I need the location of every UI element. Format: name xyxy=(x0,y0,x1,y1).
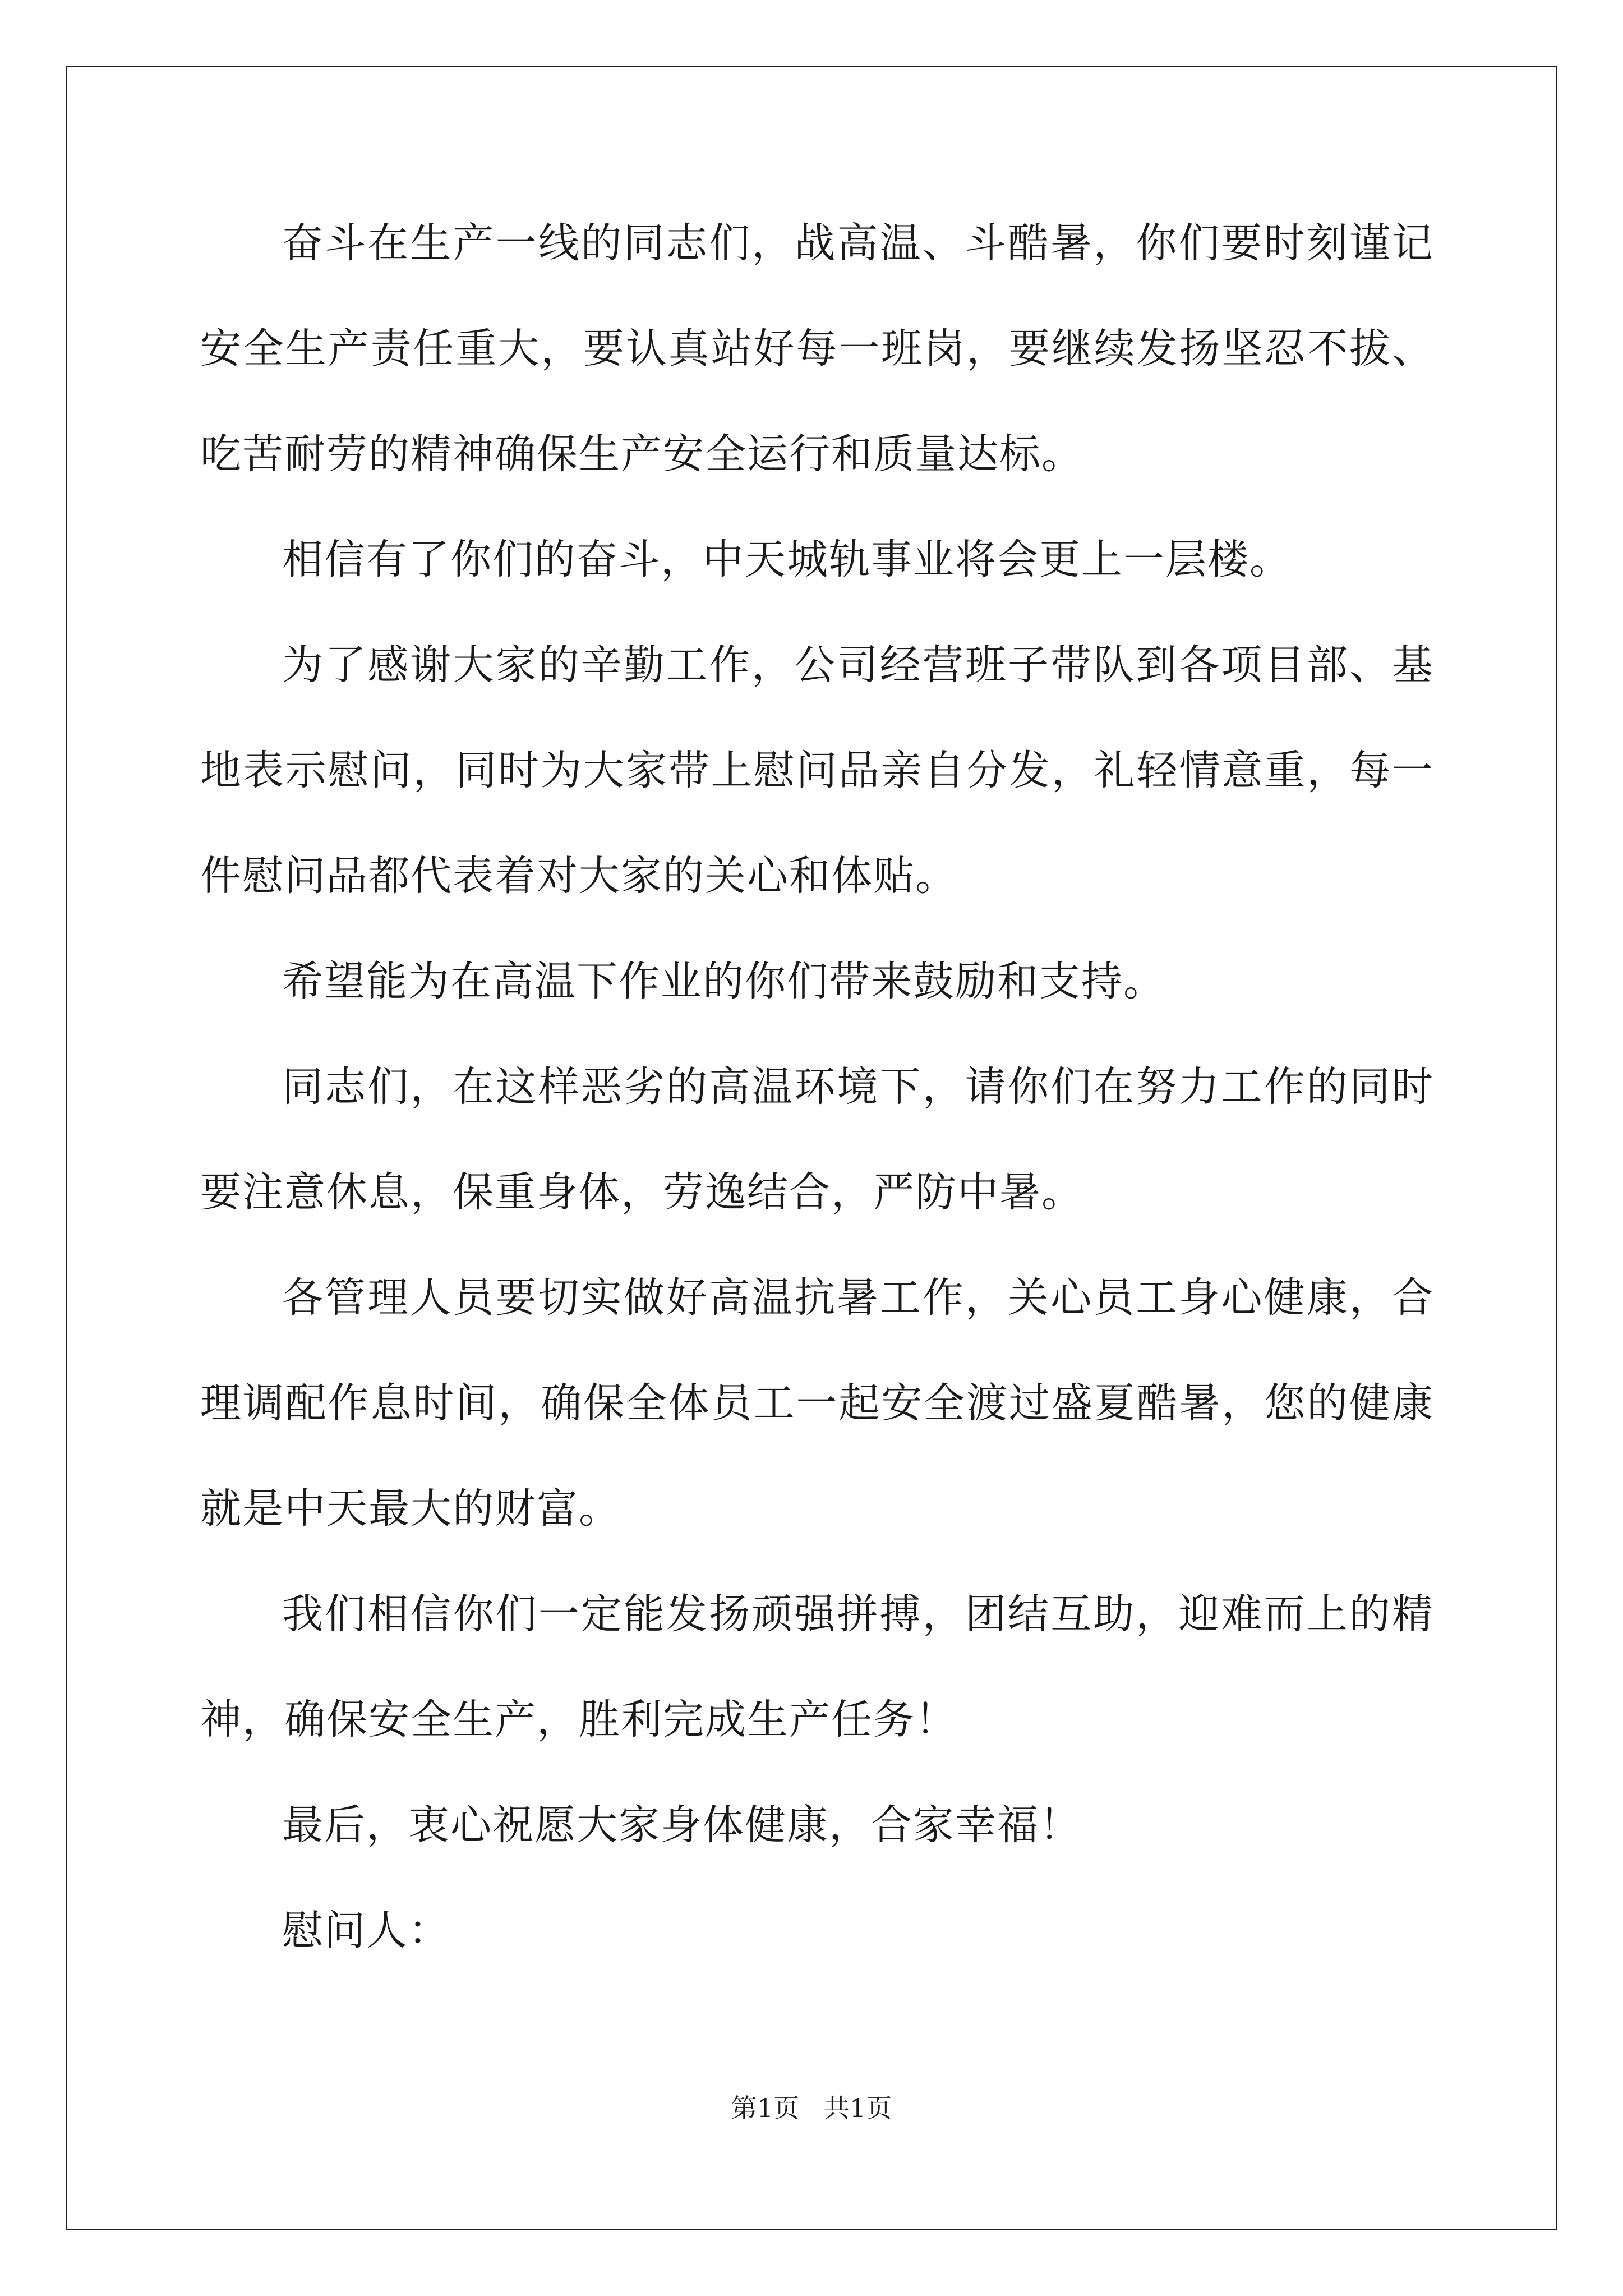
signature-line: 慰问人： xyxy=(282,1907,450,1954)
paragraph-5: 同志们，在这样恶劣的高温环境下，请你们在努力工作的同时要注意休息，保重身体，劳逸结合，严防中暑。 xyxy=(200,1063,1434,1216)
paragraph-7: 我们相信你们一定能发扬顽强拼搏，团结互助，迎难而上的精神，确保安全生产，胜利完成生产任务！ xyxy=(200,1590,1434,1743)
paragraph-6: 各管理人员要切实做好高温抗暑工作，关心员工身心健康，合理调配作息时间，确保全体员工一起安全渡过盛夏酷暑，您的健康就是中天最大的财富。 xyxy=(200,1274,1434,1533)
document-body xyxy=(200,191,1434,1984)
paragraph-1: 奋斗在生产一线的同志们，战高温、斗酷暑，你们要时刻谨记安全生产责任重大，要认真站好每一班岗，要继续发扬坚忍不拔、吃苦耐劳的精神确保生产安全运行和质量达标。 xyxy=(200,219,1434,478)
paragraph-3: 为了感谢大家的辛勤工作，公司经营班子带队到各项目部、基地表示慰问，同时为大家带上慰问品亲自分发，礼轻情意重，每一件慰问品都代表着对大家的关心和体贴。 xyxy=(200,641,1434,900)
paragraph-8: 最后，衷心祝愿大家身体健康，合家幸福！ xyxy=(282,1801,1081,1849)
paragraph-2: 相信有了你们的奋斗，中天城轨事业将会更上一层楼。 xyxy=(282,536,1292,583)
paragraph-4: 希望能为在高温下作业的你们带来鼓励和支持。 xyxy=(282,958,1165,1005)
page-number-footer: 第1页 共1页 xyxy=(731,2093,892,2123)
